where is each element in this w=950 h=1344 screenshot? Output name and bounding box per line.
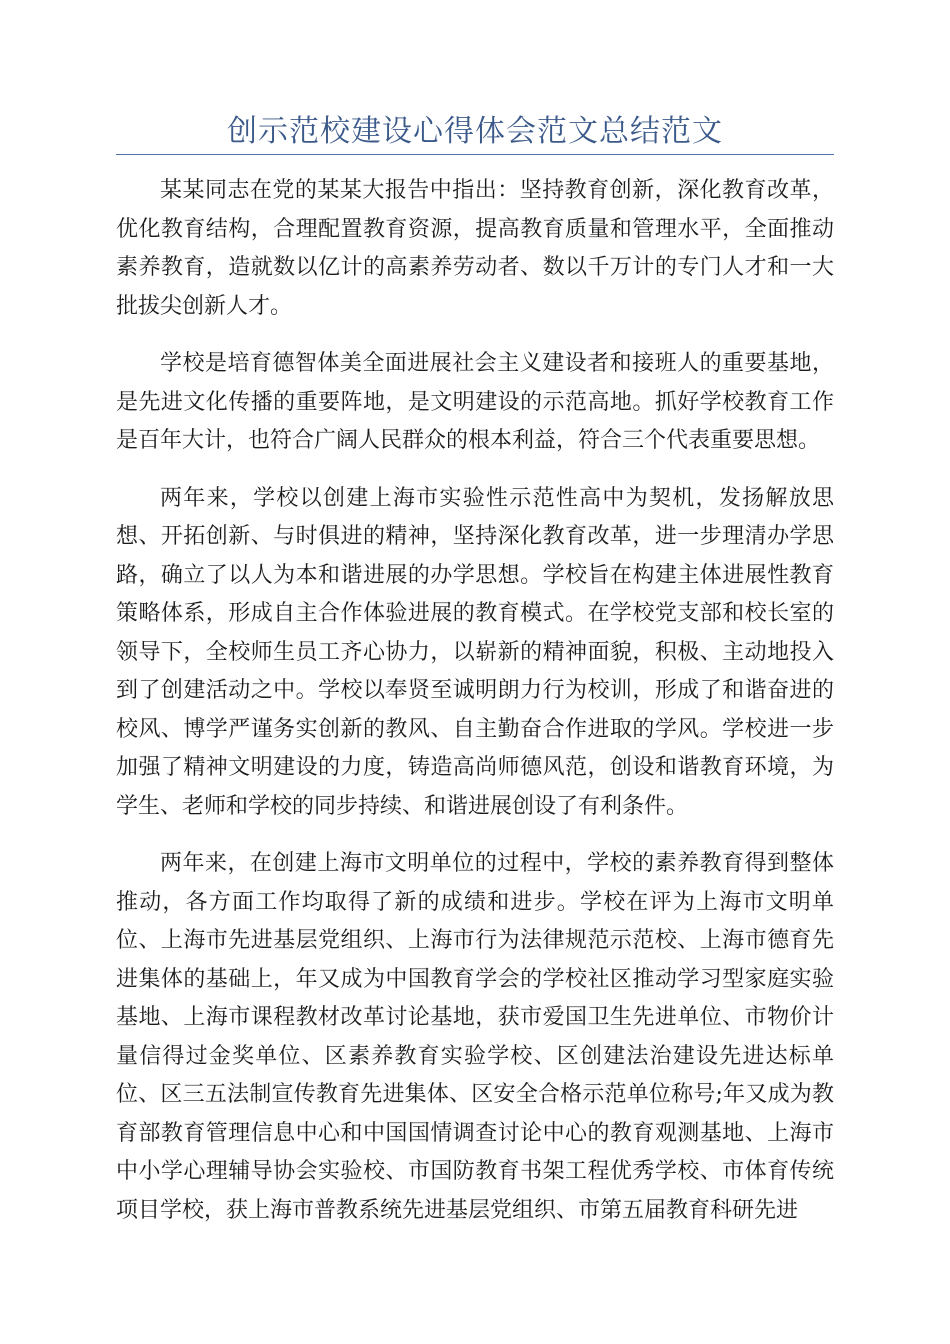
page-title: 创示范校建设心得体会范文总结范文 [227,114,723,149]
paragraph-1: 某某同志在党的某某大报告中指出：坚持教育创新，深化教育改革，优化教育结构，合理配置教育资源，提高教育质量和管理水平，全面推动素养教育，造就数以亿计的高素养劳动者、数以千万计的专门人才和一大批拔尖创新人才。 [116,178,834,319]
paragraph-4: 两年来，在创建上海市文明单位的过程中，学校的素养教育得到整体推动，各方面工作均取得了新的成绩和进步。学校在评为上海市文明单位、上海市先进基层党组织、上海市行为法律规范示范校、上海市德育先进集体的基础上，年又成为中国教育学会的学校社区推动学习型家庭实验基地、上海市课程教材改革讨论基地，获市爱国卫生先进单位、市物价计量信得过金奖单位、区素养教育实验学校、区创建法治建设先进达标单位、区三五法制宣传教育先进集体、区安全合格示范单位称号;年又成为教育部教育管理信息中心和中国国情调查讨论中心的教育观测基地、上海市中小学心理辅导协会实验校、市国防教育书架工程优秀学校、市体育传统项目学校，获上海市普教系统先进基层党组织、市第五届教育科研先进 [116,851,834,1223]
title-underline [116,154,834,155]
paragraph-3: 两年来，学校以创建上海市实验性示范性高中为契机，发扬解放思想、开拓创新、与时俱进的精神，坚持深化教育改革，进一步理清办学思路，确立了以人为本和谐进展的办学思想。学校旨在构建主体进展性教育策略体系，形成自主合作体验进展的教育模式。在学校党支部和校长室的领导下，全校师生员工齐心协力，以崭新的精神面貌，积极、主动地投入到了创建活动之中。学校以奉贤至诚明朗力行为校训，形成了和谐奋进的校风、博学严谨务实创新的教风、自主勤奋合作进取的学风。学校进一步加强了精神文明建设的力度，铸造高尚师德风范，创设和谐教育环境，为学生、老师和学校的同步持续、和谐进展创设了有利条件。 [116,485,834,819]
paragraph-2: 学校是培育德智体美全面进展社会主义建设者和接班人的重要基地，是先进文化传播的重要阵地，是文明建设的示范高地。抓好学校教育工作是百年大计，也符合广阔人民群众的根本利益，符合三个代表重要思想。 [116,351,834,453]
document-body [116,172,834,1249]
